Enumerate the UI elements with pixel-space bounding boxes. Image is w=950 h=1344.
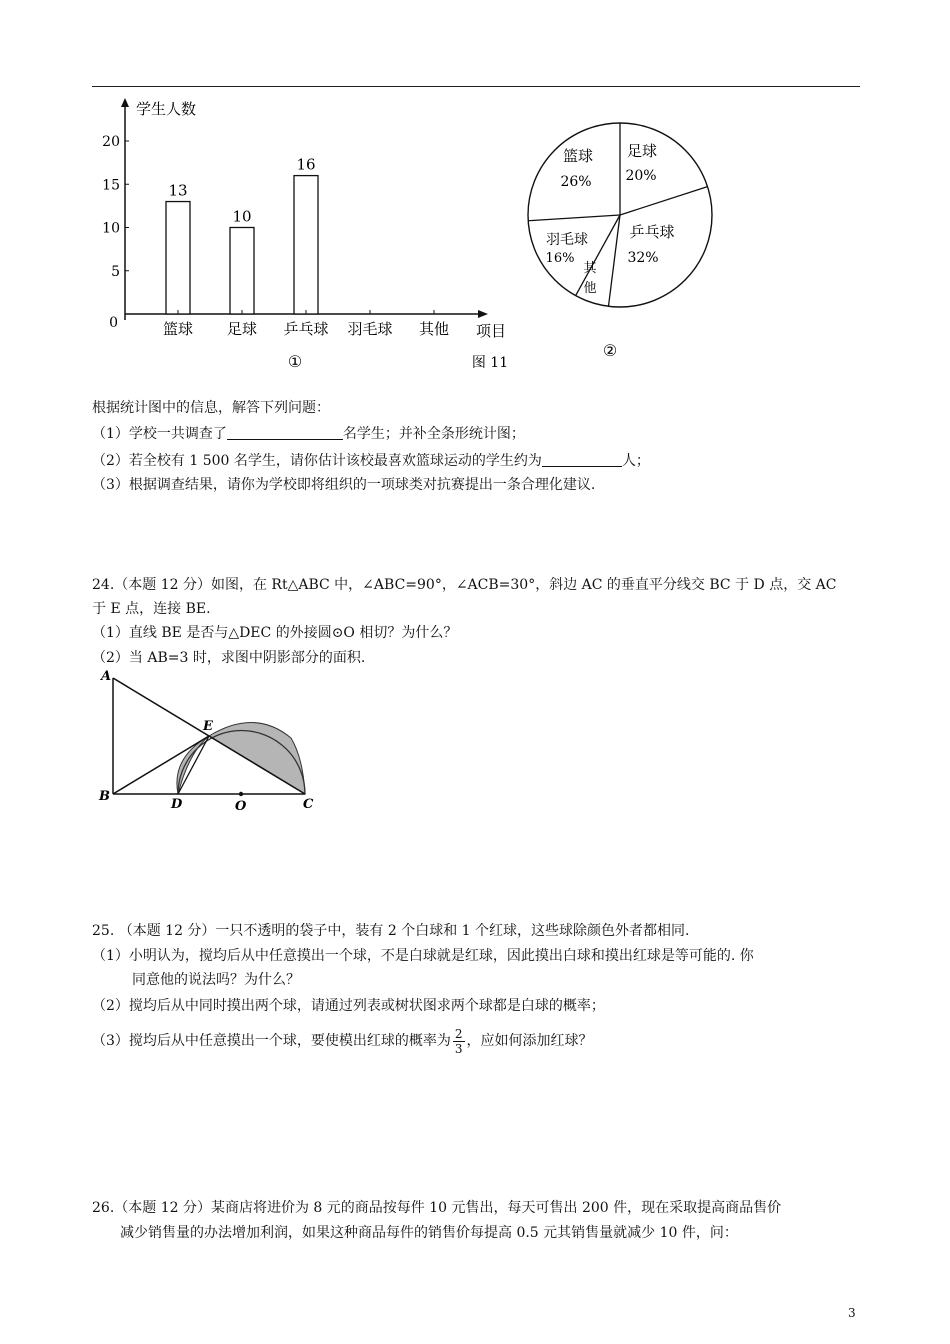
category-label: 乒乓球 (283, 320, 329, 338)
y-tick-label: 10 (102, 220, 120, 237)
header-rule (92, 86, 860, 87)
q26-line1: 26.（本题 12 分）某商店将进价为 8 元的商品按每件 10 元售出，每天可售出 200 件，现在采取提高商品售价 (92, 1200, 782, 1216)
pie-label-pingpong: 乒乓球 (629, 223, 675, 241)
q25-part2: （2）搅均后从中同时摸出两个球，请通过列表或树状图求两个球都是白球的概率； (92, 998, 605, 1014)
pie-label-badminton: 羽毛球 (546, 232, 588, 248)
point-o (239, 792, 243, 796)
q26-line2: 减少销售量的办法增加利润，如果这种商品每件的销售价每提高 0.5 元其销售量就减少 10 件，问： (120, 1225, 738, 1241)
label-d: D (171, 797, 183, 812)
category-label: 篮球 (162, 320, 194, 338)
category-label: 羽毛球 (347, 320, 393, 338)
q23-part1-after: 名学生；并补全条形统计图； (342, 426, 525, 442)
q24-line1: 24.（本题 12 分）如图，在 Rt△ABC 中，∠ABC=90°，∠ACB=30°，斜边 AC 的垂直平分线交 BC 于 D 点，交 AC (92, 577, 837, 593)
y-tick-label: 5 (111, 263, 120, 280)
y-tick-label: 15 (102, 177, 120, 194)
pie-percent-badminton: 16% (545, 251, 575, 266)
figure-label: 图 11 (471, 355, 509, 371)
q25-part3-before: （3）搅均后从中任意摸出一个球，要使模出红球的概率为 (92, 1033, 451, 1049)
label-c: C (303, 797, 314, 812)
bar (230, 228, 254, 315)
fraction-denominator: 3 (454, 1041, 463, 1056)
pie-chart (520, 112, 720, 362)
q23-part3: （3）根据调查结果，请你为学校即将组织的一项球类对抗赛提出一条合理化建议. (92, 477, 596, 493)
q24-geometry-figure (95, 668, 325, 813)
segment-be (113, 736, 209, 794)
pie-label-football: 足球 (626, 142, 658, 160)
q24-part2: （2）当 AB=3 时，求图中阴影部分的面积. (92, 650, 366, 666)
q23-part1 (92, 424, 525, 444)
pie-label-basketball: 篮球 (562, 147, 594, 165)
q23-blank-total[interactable] (227, 425, 343, 440)
label-b: B (99, 789, 110, 804)
pie-percent-pingpong: 32% (627, 250, 659, 266)
bar-data-label: 16 (296, 155, 316, 174)
q25-part1a: （1）小明认为，搅均后从中任意摸出一个球，不是白球就是红球，因此摸出白球和摸出红球是等可能的. 你 (92, 948, 754, 964)
bar-chart (90, 92, 530, 382)
y-tick-label: 20 (102, 134, 120, 150)
q23-part2-before: （2）若全校有 1 500 名学生，请你估计该校最喜欢篮球运动的学生约为 (92, 453, 542, 469)
q24-line2: 于 E 点，连接 BE. (92, 601, 211, 617)
label-e: E (203, 719, 213, 734)
pie-label-other-1: 其 (583, 261, 597, 276)
q23-intro: 根据统计图中的信息，解答下列问题： (92, 400, 330, 416)
q25-line1: 25. （本题 12 分）一只不透明的袋子中，装有 2 个白球和 1 个红球，这些球除颜色外者都相同. (92, 923, 690, 939)
label-a: A (101, 669, 112, 684)
bar-chart-caption-number: ① (287, 352, 303, 371)
x-axis-label: 项目 (476, 322, 507, 340)
category-label: 足球 (226, 320, 258, 338)
q23-part1-before: （1）学校一共调查了 (92, 426, 227, 442)
pie-percent-football: 20% (625, 168, 657, 184)
q25-part1b: 同意他的说法吗？为什么？ (132, 972, 300, 988)
y-tick-label: 0 (109, 315, 118, 331)
y-axis-label: 学生人数 (136, 100, 197, 118)
bar (166, 202, 190, 314)
q23-part2 (92, 451, 650, 471)
label-o: O (235, 799, 247, 813)
q23-part2-after: 人； (621, 453, 650, 469)
page-number: 3 (848, 1306, 856, 1320)
category-label: 其他 (418, 320, 450, 338)
fraction-numerator: 2 (454, 1026, 463, 1041)
pie-percent-basketball: 26% (560, 174, 592, 190)
pie-label-other-2: 他 (583, 281, 597, 296)
bar-data-label: 13 (168, 181, 188, 200)
q25-part3-after: ，应如何添加红球？ (466, 1033, 593, 1049)
q25-part3 (92, 1026, 593, 1056)
pie-chart-caption-number: ② (602, 341, 618, 360)
bar (294, 176, 318, 314)
q23-blank-estimate[interactable] (542, 452, 622, 467)
bar-data-label: 10 (232, 207, 252, 226)
probability-fraction (453, 1027, 465, 1056)
q24-part1: （1）直线 BE 是否与△DEC 的外接圆⊙O 相切？为什么？ (92, 625, 458, 641)
